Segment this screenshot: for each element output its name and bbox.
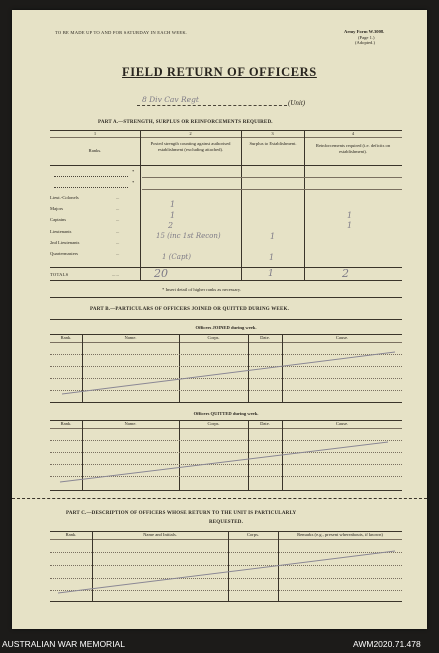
unit-value: 8 Div Cav Regt — [142, 95, 199, 104]
posted-captains: 2 — [168, 221, 174, 230]
totals-label: TOTALS — [50, 272, 69, 277]
posted-lieutenants: 15 (inc 1st Recon) — [156, 232, 221, 240]
joined-col-cause: Cause. — [335, 335, 349, 340]
unit-line — [137, 105, 287, 106]
part-a-heading: PART A.—STRENGTH, SURPLUS OR REINFORCEMENTS REQUIRED. — [98, 120, 273, 125]
form-adopted: (Adopted.) — [355, 40, 376, 45]
army-form-number: Army Form W.3008. — [344, 29, 385, 34]
part-c-col-name: Name and Initials. — [143, 532, 177, 537]
form-page: TO BE MADE UP TO AND FOR SATURDAY IN EACH WEEK. Army Form W.3008. (Page 1.) (Adopted.) FIELD RETURN OF OFFICERS 8 Div Cav Regt (Unit) PART A.—STRENGTH, SURPLUS OR REINFORCEMENTS REQUIRED. 1 2 3 4 Ranks. Posted strength counting against authorised establishment (excluding attached). Surplus to Establishment. Reinforcements required (i.e. deficits on establishment). * * Lieut.-Colonels Majors Captains Lieutenants 2nd Lieutenants Quartermasters ... ... ... ... ... ... 1 1 2 15 (inc 1st Recon) 1 (Capt) 1 1 1 1 TOTALS ...... 20 1 2 * Insert detail of higher ranks as necessary. PART B.—PARTICULARS OF OFFICERS JOINED OR QUITTED DURING WEEK. Officers JOINED during week. Rank. Name. Corps. Date. Cause. Officers QUITTED during week. Rank. Name. Corps. Date. Cause. PART C.—DESCRIPTION OF OFFICERS WHOSE RETURN TO THE UNIT IS PARTICULARLY REQUESTED. Rank. Name and Initials. Corps. Remarks (e.g., present whereabouts, if known) — [12, 10, 427, 629]
surplus-quartermasters: 1 — [269, 253, 275, 262]
part-b-heading: PART B.—PARTICULARS OF OFFICERS JOINED OR QUITTED DURING WEEK. — [90, 307, 290, 312]
rank-row-1: * — [132, 169, 135, 174]
rank-row-5: Captains — [50, 217, 67, 222]
surplus-lieutenants: 1 — [270, 232, 276, 241]
part-c-col-rank: Rank. — [65, 532, 77, 537]
reinf-captains: 1 — [347, 221, 353, 230]
rank-row-7: 2nd Lieutenants — [50, 240, 80, 245]
form-title: FIELD RETURN OF OFFICERS — [122, 65, 317, 79]
part-c-col-corps: Corps. — [246, 532, 260, 537]
perforation-line — [12, 498, 427, 499]
rank-row-2: * — [132, 180, 135, 185]
totals-surplus: 1 — [268, 269, 274, 279]
totals-reinf: 2 — [342, 267, 349, 280]
quitted-col-date: Date. — [260, 421, 270, 426]
quitted-col-corps: Corps. — [207, 421, 220, 426]
col-number-2: 2 — [189, 131, 192, 136]
joined-cancel-stroke — [50, 334, 402, 402]
unit-label: (Unit) — [288, 99, 306, 107]
footer-reference: AWM2020.71.478 — [353, 639, 421, 649]
top-note: TO BE MADE UP TO AND FOR SATURDAY IN EACH WEEK. — [55, 30, 188, 35]
posted-quartermasters: 1 (Capt) — [162, 253, 191, 261]
joined-col-date: Date. — [260, 335, 270, 340]
archive-footer — [0, 636, 439, 653]
rank-row-6: Lieutenants — [50, 229, 72, 234]
quitted-cancel-stroke — [50, 420, 402, 490]
col-number-1: 1 — [93, 131, 97, 136]
posted-majors: 1 — [170, 211, 176, 220]
part-a-footnote: * Insert detail of higher ranks as necessary. — [162, 287, 242, 292]
col-header-ranks: Ranks. — [88, 148, 102, 153]
part-c-heading-1: PART C.—DESCRIPTION OF OFFICERS WHOSE RETURN TO THE UNIT IS PARTICULARLY — [66, 511, 297, 516]
quitted-col-cause: Cause. — [335, 421, 349, 426]
form-page-number: (Page 1.) — [358, 35, 375, 40]
posted-lieut-colonels: 1 — [170, 200, 176, 209]
reinf-majors: 1 — [347, 211, 353, 220]
col-header-surplus: Surplus to Establishment. — [249, 141, 297, 146]
footer-institution: AUSTRALIAN WAR MEMORIAL — [2, 639, 125, 649]
joined-title: Officers JOINED during week. — [195, 325, 257, 330]
col-number-4: 4 — [351, 131, 355, 136]
col-header-reinforcements: Reinforcements required (i.e. deficits on establishment). — [315, 143, 391, 154]
quitted-title: Officers QUITTED during week. — [193, 411, 259, 416]
part-c-col-remarks: Remarks (e.g., present whereabouts, if known) — [297, 532, 383, 537]
rank-row-8: Quartermasters — [50, 251, 79, 256]
quitted-col-name: Name. — [124, 421, 137, 426]
joined-col-name: Name. — [124, 335, 137, 340]
rank-row-4: Majors — [50, 206, 64, 211]
joined-col-rank: Rank. — [60, 335, 72, 340]
part-c-heading-2: REQUESTED. — [208, 520, 244, 525]
rank-row-3: Lieut.-Colonels — [50, 195, 79, 200]
col-number-3: 3 — [271, 131, 274, 136]
part-c-cancel-stroke — [50, 531, 402, 601]
joined-col-corps: Corps. — [207, 335, 220, 340]
quitted-col-rank: Rank. — [60, 421, 72, 426]
totals-posted: 20 — [154, 267, 168, 280]
col-header-posted: Posted strength counting against authorised establishment (excluding attached). — [150, 141, 231, 152]
